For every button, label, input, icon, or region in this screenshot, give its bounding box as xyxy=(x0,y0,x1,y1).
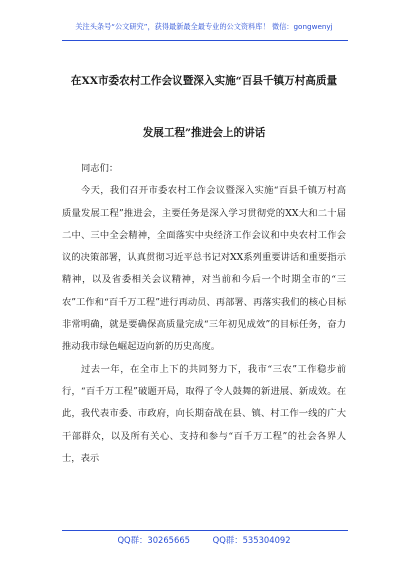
footer xyxy=(0,534,408,546)
header-note: 关注头条号“公文研究”，获得最新最全最专业的公文资料库！ 微信：gongwenyj xyxy=(75,22,333,31)
footer-divider xyxy=(62,530,348,531)
document-title-line-1: 在XX市委农村工作会议暨深入实施“百县千镇万村高质量 xyxy=(70,75,338,87)
document-title-line-2: 发展工程”推进会上的讲话 xyxy=(142,127,266,139)
document-body xyxy=(62,158,346,470)
footer-qq-group-1: QQ群：30265665 xyxy=(117,535,190,545)
header-divider xyxy=(62,40,348,41)
body-paragraph-1: 今天，我们召开市委农村工作会议暨深入实施“百县千镇万村高质量发展工程”推进会，主要任务是深入学习贯彻党的XX大和二十届二中、三中全会精神，全面落实中央经济工作会议和中央农村工作会议的决策部署，认真贯彻习近平总书记对XX系列重要讲话和重要指示精神，以及省委相关会议精神，对当前和今后一个时期全市的“三农”工作和“百千万工程”进行再动员、再部署、再落实我们的核心目标非常明确，就是要确保高质量完成“三年初见成效”的目标任务，奋力推动我市绿色崛起迈向新的历史高度。 xyxy=(62,185,346,353)
body-paragraph-2: 过去一年，在全市上下的共同努力下，我市“三农”工作稳步前行，“百千万工程”破题开局，取得了令人鼓舞的新进展、新成效。在此，我代表市委、市政府，向长期奋战在县、镇、村工作一线的广大干部群众，以及所有关心、支持和参与“百千万工程”的社会各界人士，表示 xyxy=(62,363,346,464)
salutation: 同志们： xyxy=(81,163,119,174)
footer-qq-group-2: QQ群：535304092 xyxy=(212,535,291,545)
